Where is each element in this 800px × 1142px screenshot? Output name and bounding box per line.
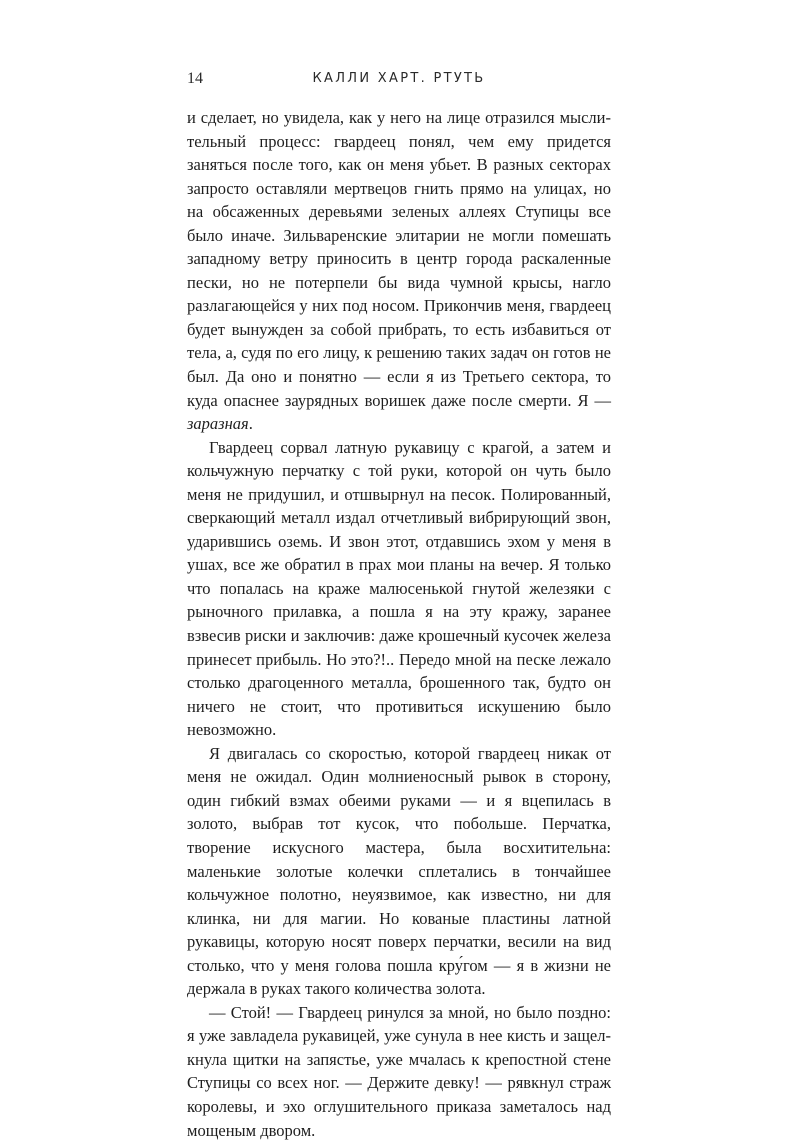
page-number: 14	[187, 70, 203, 87]
paragraph-1	[187, 106, 611, 436]
paragraph-4: — Стой! — Гвардеец ринулся за мной, но было поздно: я уже завладела рукавицей, уже сунула в нее кисть и защелкнула щитки на запястье, уже мчалась к крепостной стене Ступицы со всех ног. — Держите девку! — рявкнул страж королевы, и эхо оглушительного приказа заметалось над мощеным двором.	[187, 1002, 611, 1140]
paragraph-1-text: и сделает, но увидела, как у него на лице отразился мыслительный процесс: гвардеец понял, чем ему придется заняться после того, как он меня убьет. В разных секторах запросто оставляли мертвецов гнить прямо на улицах, но на обсаженных деревьями зеленых аллеях Ступицы все было иначе. Зильваренские элитарии не могли помешать западному ветру приносить в центр города раскаленные пески, но не потерпели бы вида чумной крысы, нагло разлагающейся у них под носом. Прикончив меня, гвардеец будет вынужден за собой прибрать, то есть избавиться от тела, а, судя по его лицу, к решению таких задач он готов не был. Да оно и понятно — если я из Третьего сектора, то куда опаснее заурядных воришек даже после смерти. Я —	[187, 108, 611, 410]
paragraph-1-emphasis: заразная	[187, 414, 249, 434]
body-text	[187, 106, 611, 1142]
running-title: КАЛЛИ ХАРТ. РТУТЬ	[312, 71, 486, 86]
page-header	[187, 70, 611, 92]
paragraph-1-end: .	[248, 414, 253, 434]
paragraph-3: Я двигалась со скоростью, которой гвардеец никак от меня не ожидал. Один молниеносный рывок в сторону, один гибкий взмах обеими руками — и я вцепилась в золото, выбрав тот кусок, что побольше. Перчатка, творение искусного мастера, была восхитительна: маленькие золотые колечки сплетались в тончайшее кольчужное полотно, неуязвимое, как известно, ни для клинка, ни для магии. Но кованые пластины латной рукавицы, которую носят поверх перчатки, весили на вид столько, что у меня голова пошла кру́гом — я в жизни не держала в руках такого количества золота.	[187, 743, 611, 999]
paragraph-2: Гвардеец сорвал латную рукавицу с крагой, а затем и кольчужную перчатку с той руки, которой он чуть было меня не придушил, и отшвырнул на песок. Полированный, сверкающий металл издал отчетливый вибрирующий звон, ударившись оземь. И звон этот, отдавшись эхом у меня в ушах, все же обратил в прах мои планы на вечер. Я только что попалась на краже малюсенькой гнутой железяки с рыночного прилавка, а пошла я на эту кражу, заранее взвесив риски и заключив: даже крошечный кусочек железа принесет прибыль. Но это?!.. Передо мной на песке лежало столько драгоценного металла, брошенного так, будто он ничего не стоит, что противиться искушению было невозможно.	[187, 437, 611, 740]
